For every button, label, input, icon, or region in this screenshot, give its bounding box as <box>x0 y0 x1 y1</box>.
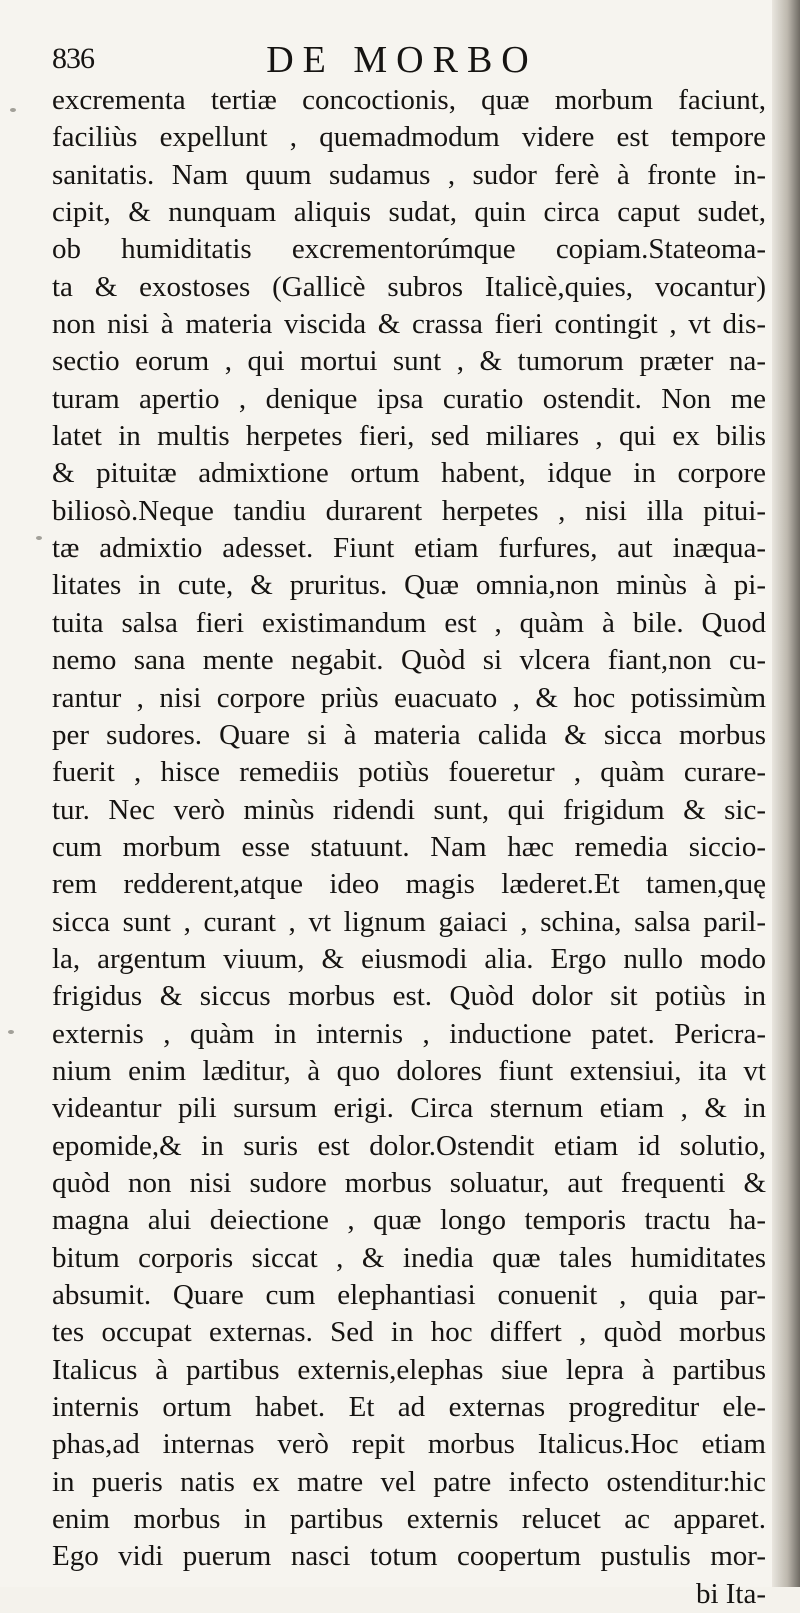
text-line: Italicus à partibus externis,elephas siue lepra à partibus <box>52 1353 766 1386</box>
text-line: sanitatis. Nam quum sudamus , sudor ferè à fronte in- <box>52 158 766 191</box>
text-line: phas,ad internas verò repit morbus Italicus.Hoc etiam <box>52 1428 766 1461</box>
text-line: epomide,& in suris est dolor.Ostendit etiam id solutio, <box>52 1129 766 1162</box>
text-line: tur. Nec verò minùs ridendi sunt, qui frigidum & sic- <box>52 793 766 826</box>
text-line: nium enim læditur, à quo dolores fiunt extensiui, ita vt <box>52 1054 766 1087</box>
text-line: magna alui deiectione , quæ longo temporis tractu ha- <box>52 1204 766 1237</box>
text-line: absumit. Quare cum elephantiasi conuenit , quia par- <box>52 1279 766 1311</box>
text-line: la, argentum viuum, & eiusmodi alia. Ergo nullo modo <box>52 942 766 975</box>
text-line: turam apertio , denique ipsa curatio ostendit. Non me <box>52 382 766 415</box>
text-line: cum morbum esse statuunt. Nam hæc remedia siccio- <box>52 830 766 863</box>
text-line: sectio eorum , qui mortui sunt , & tumorum præter na- <box>52 345 766 378</box>
text-line: in pueris natis ex matre vel patre infecto ostenditur:hic <box>52 1465 766 1498</box>
text-line: videantur pili sursum erigi. Circa sternum etiam , & in <box>52 1092 766 1125</box>
text-line: enim morbus in partibus externis relucet ac apparet. <box>52 1503 766 1536</box>
ink-speck <box>10 108 16 112</box>
text-line: ob humiditatis excrementorúmque copiam.Stateoma- <box>52 233 766 266</box>
text-line: ta & exostoses (Gallicè subros Italicè,quies, vocantur) <box>52 270 766 303</box>
text-line: biliosò.Neque tandiu durarent herpetes , nisi illa pitui- <box>52 494 766 527</box>
ink-speck <box>36 536 42 540</box>
text-line: excrementa tertiæ concoctionis, quæ morbum faciunt, <box>52 84 766 116</box>
text-line: bi Ita- <box>695 1577 766 1610</box>
page-gutter-shadow <box>772 0 800 1587</box>
text-line: quòd non nisi sudore morbus soluatur, aut frequenti & <box>52 1166 766 1199</box>
text-line: rem redderent,atque ideo magis læderet.Et tamen,quę <box>52 868 766 901</box>
body-text <box>52 82 766 1613</box>
text-line: tæ admixtio adesset. Fiunt etiam furfures, aut inæqua- <box>52 532 766 565</box>
ink-speck <box>8 1030 14 1034</box>
text-line: per sudores. Quare si à materia calida & sicca morbus <box>52 718 766 751</box>
text-line: internis ortum habet. Et ad externas progreditur ele- <box>52 1391 766 1424</box>
text-line: tuita salsa fieri existimandum est , quàm à bile. Quod <box>52 606 766 639</box>
text-line: externis , quàm in internis , inductione patet. Pericra- <box>52 1017 766 1050</box>
page-number: 836 <box>52 42 94 75</box>
text-line: bitum corporis siccat , & inedia quæ tales humiditates <box>52 1241 766 1274</box>
text-line: cipit, & nunquam aliquis sudat, quin circa caput sudet, <box>52 196 766 229</box>
text-line: frigidus & siccus morbus est. Quòd dolor sit potiùs in <box>52 980 766 1013</box>
text-line: & pituitæ admixtione ortum habent, idque in corpore <box>52 457 766 490</box>
text-line: rantur , nisi corpore priùs euacuato , & hoc potissimùm <box>52 681 766 714</box>
running-title: DE MORBO <box>266 39 538 81</box>
text-line: nemo sana mente negabit. Quòd si vlcera fiant,non cu- <box>52 644 766 677</box>
text-line: litates in cute, & pruritus. Quæ omnia,non minùs à pi- <box>52 569 766 602</box>
text-line: latet in multis herpetes fieri, sed miliares , qui ex bilis <box>52 420 766 453</box>
page-header <box>52 38 752 88</box>
text-line: non nisi à materia viscida & crassa fieri contingit , vt dis- <box>52 308 766 341</box>
text-line: sicca sunt , curant , vt lignum gaiaci , schina, salsa paril- <box>52 905 766 938</box>
text-line: fuerit , hisce remediis potiùs foueretur , quàm curare- <box>52 756 766 789</box>
text-line: faciliùs expellunt , quemadmodum videre est tempore <box>52 121 766 154</box>
text-line: Ego vidi puerum nasci totum coopertum pustulis mor- <box>52 1540 766 1573</box>
text-line: tes occupat externas. Sed in hoc differt , quòd morbus <box>52 1316 766 1349</box>
